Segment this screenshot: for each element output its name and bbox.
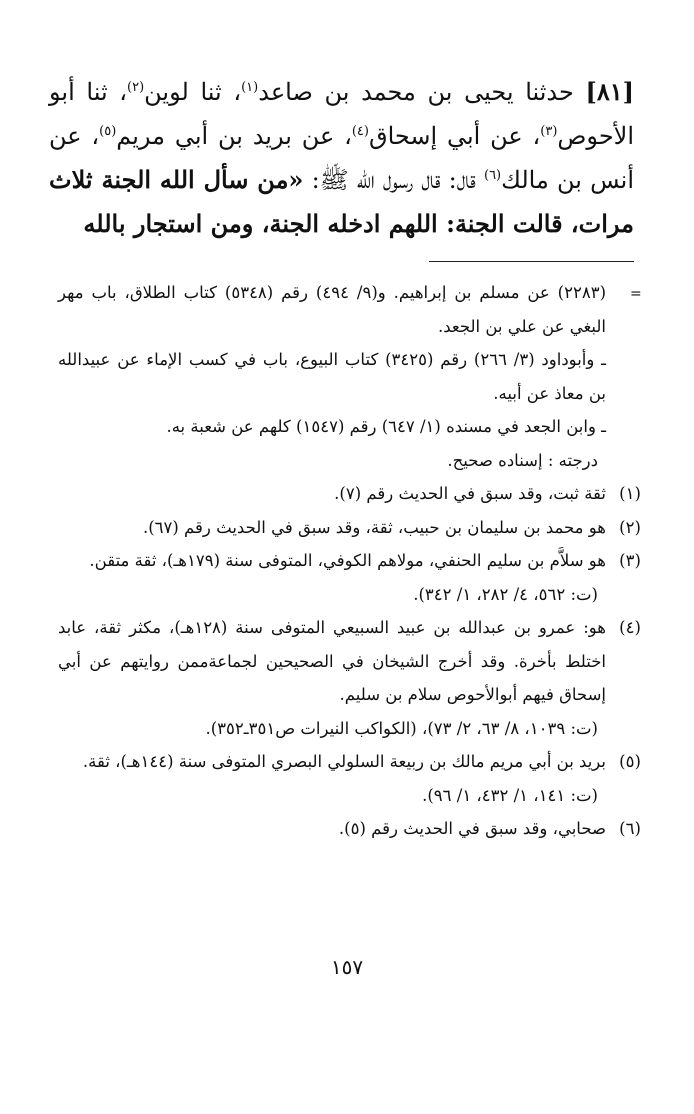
footnote-5 — [58, 745, 641, 812]
hadith-quote: «من سأل الله الجنة ثلاث مرات، قالت الجنة: اللهم ادخله الجنة، ومن استجار بالله — [49, 165, 634, 238]
footnote-citation: (ت: ١٠٣٩، ٨/ ٦٣، ٢/ ٧٣)، (الكواكب النيرات ص٣٥١ـ٣٥٢). — [205, 718, 598, 738]
hadith-text: ، عن أنس بن مالك — [49, 122, 635, 194]
continuation-mark: = — [630, 286, 642, 302]
footnote-number: (٢) — [619, 517, 641, 537]
footnote-citation: (ت: ١٤١، ١/ ٤٣٢، ١/ ٩٦). — [422, 785, 598, 805]
hadith-text: قال: قال رسول الله ﷺ: — [303, 166, 484, 194]
hadith-text: ، ثنا لوين — [144, 78, 242, 106]
page-number: ١٥٧ — [330, 955, 364, 979]
hadith-text: ، عن أبي إسحاق — [368, 122, 541, 150]
footnote-text: ثقة ثبت، وقد سبق في الحديث رقم (٧). — [334, 484, 606, 503]
footnote-ref-4[interactable]: (٤) — [351, 124, 369, 139]
footnote-continuation-line: ـ وابن الجعد في مسنده (١/ ٦٤٧) رقم (١٥٤٧) كلهم عن شعبة به. — [166, 417, 606, 436]
footnote-separator — [429, 261, 634, 262]
footnote-number: (٥) — [619, 752, 641, 771]
footnote-ref-6[interactable]: (٦) — [483, 168, 502, 183]
hadith-text: ، ثنا أبو الأحوص — [49, 78, 635, 150]
footnote-text: بريد بن أبي مريم مالك بن ربيعة السلولي البصري المتوفى سنة (١٤٤هـ)، ثقة. — [82, 752, 606, 771]
hadith-text: ، عن بريد بن أبي مريم — [116, 122, 352, 150]
footnote-text: هو سلاَّم بن سليم الحنفي، مولاهم الكوفي، المتوفى سنة (١٧٩هـ)، ثقة متقن. — [89, 551, 606, 570]
footnote-ref-2[interactable]: (٢) — [127, 80, 145, 95]
footnote-text: هو محمد بن سليمان بن حبيب، ثقة، وقد سبق في الحديث رقم (٦٧). — [142, 517, 606, 537]
footnote-3 — [58, 544, 641, 611]
footnote-4 — [58, 611, 641, 745]
footnote-continuation-line: ـ وأبوداود (٣/ ٢٦٦) رقم (٣٤٢٥) كتاب البيوع، باب في كسب الإماء عن عبيدالله بن معاذ عن أبيه. — [58, 350, 606, 403]
hadith-81 — [49, 70, 634, 246]
footnote-number: (٦) — [619, 819, 641, 838]
footnote-2 — [58, 511, 641, 545]
footnote-text: هو: عمرو بن عبدالله بن عبيد السبيعي المتوفى سنة (١٢٨هـ)، مكثر ثقة، عابد اختلط بأخرة. وقد أخرج الشيخان في الصحيحين لجماعةممن روايتهم عن أبي إسحاق فيهم أبوالأحوص سلام بن سليم. — [58, 618, 606, 704]
footnote-continuation-line: (٢٢٨٣) عن مسلم بن إبراهيم. و(٩/ ٤٩٤) رقم (٥٣٤٨) كتاب الطلاق، باب مهر البغي عن علي بن الجعد. — [58, 283, 606, 336]
footnote-ref-3[interactable]: (٣) — [540, 124, 558, 139]
footnote-ref-1[interactable]: (١) — [241, 80, 259, 95]
footnote-verdict: درجته : إسناده صحيح. — [447, 450, 598, 470]
footnotes — [58, 276, 641, 846]
footnote-text: صحابي، وقد سبق في الحديث رقم (٥). — [338, 819, 606, 838]
footnote-citation: (ت: ٥٦٢، ٤/ ٢٨٢، ١/ ٣٤٢). — [413, 584, 598, 604]
footnote-6 — [58, 812, 641, 846]
hadith-number: [٨١] — [585, 77, 635, 106]
hadith-text: حدثنا يحيى بن محمد بن صاعد — [258, 78, 574, 106]
footnote-ref-5[interactable]: (٥) — [99, 124, 117, 139]
footnote-1 — [58, 477, 641, 511]
footnote-number: (٣) — [619, 551, 641, 570]
footnote-number: (١) — [619, 484, 641, 503]
footnote-number: (٤) — [619, 618, 641, 637]
